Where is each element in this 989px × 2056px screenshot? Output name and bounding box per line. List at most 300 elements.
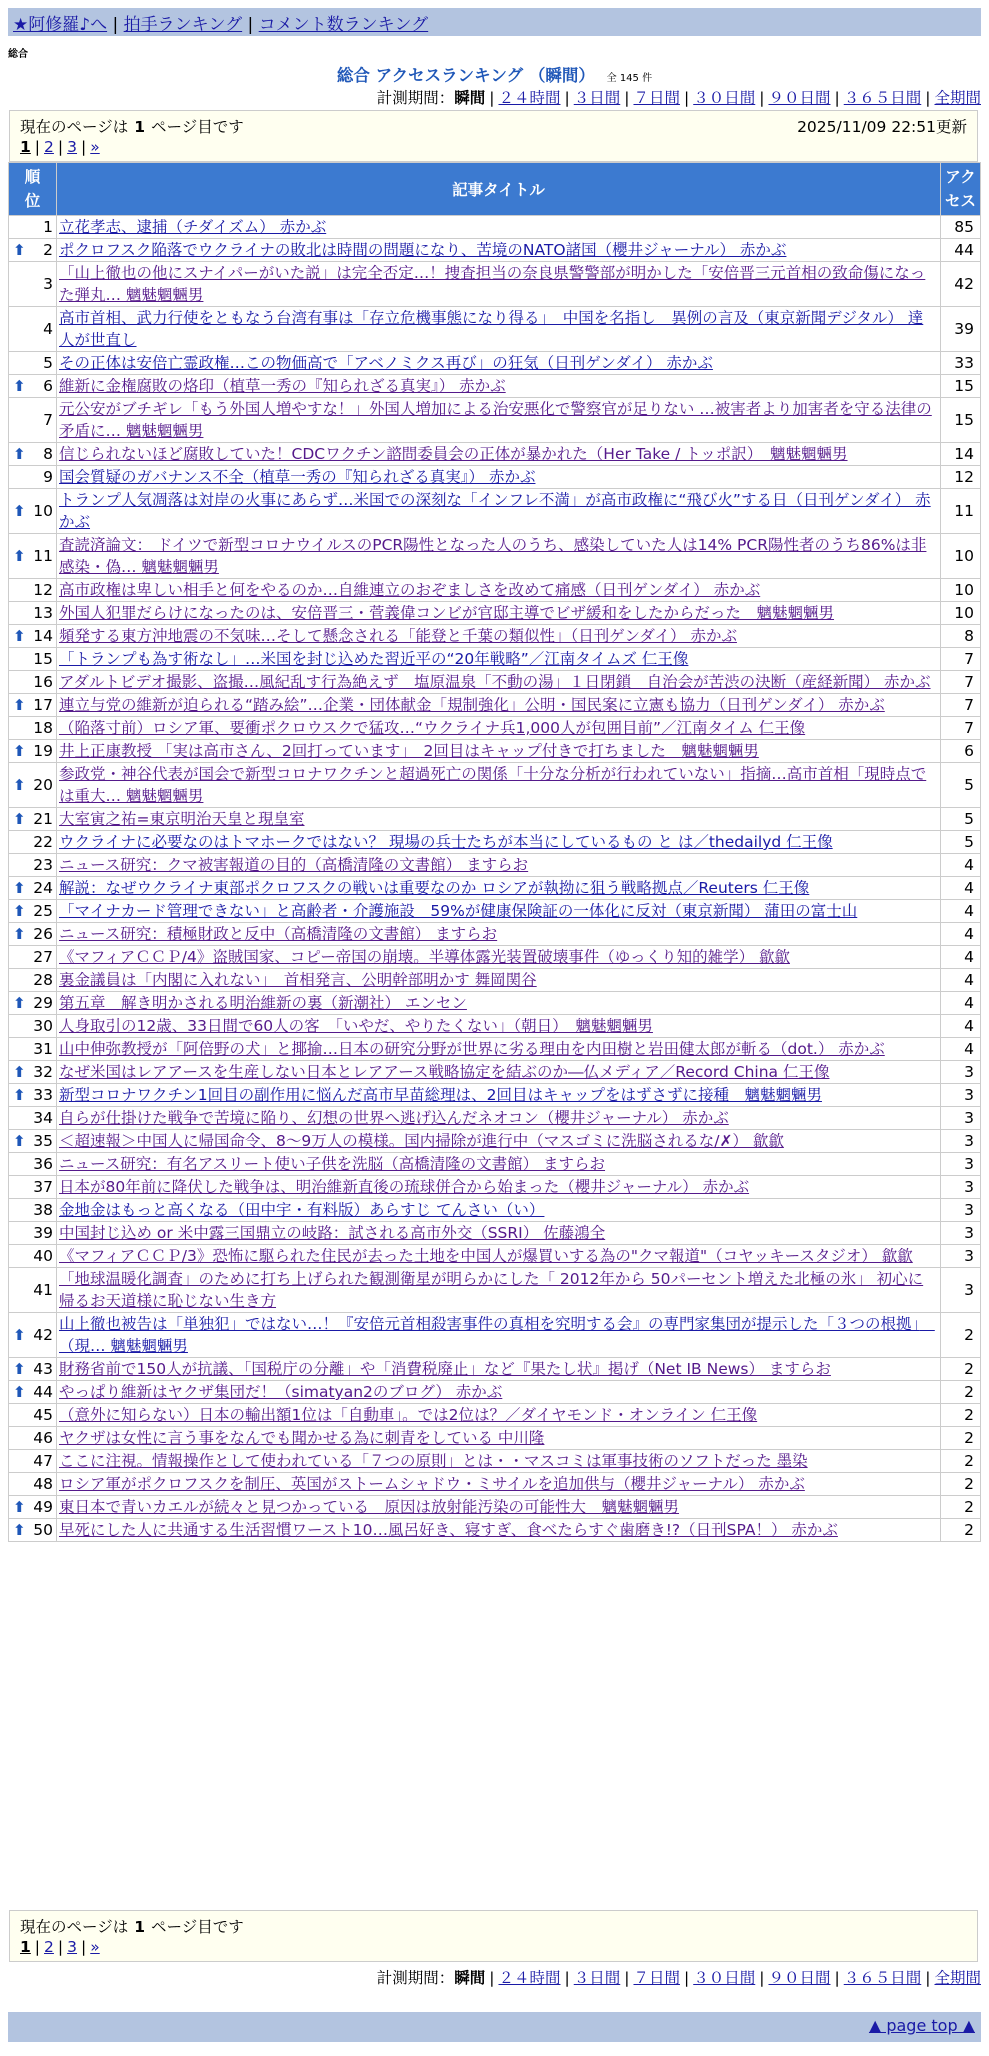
title-cell [57,1084,941,1107]
rank-number: 31 [33,1040,53,1058]
title-cell [57,398,941,443]
table-row [9,900,981,923]
rank-cell [9,602,57,625]
pager-current-page: 1 [20,138,31,156]
page-text-prefix: 現在のページは [20,118,129,136]
title-cell [57,625,941,648]
article-title-link[interactable]: 裏金議員は「内閣に入れない」 首相発言、公明幹部明かす 舞岡関谷 [59,971,537,989]
ranking-table [8,162,981,1542]
table-row [9,1473,981,1496]
page-number: 1 [134,1918,145,1936]
header-access: アクセス [941,163,981,216]
nav-link-asyura-home[interactable]: ★阿修羅♪へ [13,15,108,35]
page-text-suffix: ページ目です [151,118,244,136]
title-cell [57,1313,941,1358]
table-row [9,648,981,671]
rank-cell [9,1153,57,1176]
title-cell [57,1222,941,1245]
access-count-cell: 10 [941,534,981,579]
pager-next[interactable]: » [90,1938,100,1956]
rank-number: 24 [33,879,53,897]
rank-up-arrow-icon: ⬆ [13,1063,26,1081]
period-link-2-bottom[interactable]: ７日間 [633,1969,680,1987]
rank-cell [9,1450,57,1473]
table-row [9,1519,981,1542]
article-title-link[interactable]: 維新に金権腐敗の烙印（植草一秀の『知られざる真実』） 赤かぶ [59,377,506,395]
access-count-cell: 3 [941,1222,981,1245]
article-title-link[interactable]: 東日本で青いカエルが続々と見つかっている 原因は放射能汚染の可能性大 魑魅魍魎男 [59,1498,680,1516]
article-title-link[interactable]: 人身取引の12歳、33日間で60人の客 「いやだ、やりたくない」（朝日） 魑魅魍魎男 [59,1017,653,1035]
article-title-link[interactable]: ポクロフスク陥落でウクライナの敗北は時間の問題になり、苦境のNATO諸国（櫻井ジャーナル） 赤かぶ [59,241,787,259]
title-cell [57,969,941,992]
table-row [9,216,981,239]
rank-cell [9,466,57,489]
rank-cell [9,1199,57,1222]
ranking-table-body [9,216,981,1542]
rank-number: 25 [33,902,53,920]
access-count-cell: 15 [941,375,981,398]
pager-page-3[interactable]: 3 [67,1938,78,1956]
title-cell [57,1130,941,1153]
table-row [9,1038,981,1061]
rank-number: 6 [43,377,53,395]
pager-page-3[interactable]: 3 [67,138,78,156]
rank-number: 38 [33,1201,53,1219]
page-title-text: 総合 アクセスランキング （瞬間） [336,66,595,85]
period-link-5-top[interactable]: ３６５日間 [843,89,922,107]
rank-number: 35 [33,1132,53,1150]
pager-separator: | [34,1938,41,1956]
table-row [9,1427,981,1450]
access-count-cell: 2 [941,1496,981,1519]
period-link-0-bottom[interactable]: ２４時間 [498,1969,561,1987]
rank-up-arrow-icon: ⬆ [13,502,26,520]
bottom-bar [8,2012,981,2042]
rank-number: 46 [33,1429,53,1447]
title-cell [57,1015,941,1038]
table-row [9,946,981,969]
table-row [9,1222,981,1245]
pager-page-2[interactable]: 2 [44,138,54,156]
article-title-link[interactable]: 「マイナカード管理できない」と高齢者・介護施設 59%が健康保険証の一体化に反対（東京新聞） 蒲田の富士山 [59,902,858,920]
title-cell [57,763,941,808]
access-count-cell: 8 [941,625,981,648]
table-row [9,1084,981,1107]
rank-cell [9,352,57,375]
period-link-1-bottom[interactable]: ３日間 [573,1969,621,1987]
access-count-cell: 11 [941,489,981,534]
rank-number: 21 [33,810,53,828]
rank-up-arrow-icon: ⬆ [13,994,26,1012]
rank-number: 37 [33,1178,53,1196]
rank-cell [9,694,57,717]
period-separator: | [489,1969,495,1987]
article-title-link[interactable]: 外国人犯罪だらけになったのは、安倍晋三・菅義偉コンビが官邸主導でビザ緩和をしたからだった 魑魅魍魎男 [59,604,835,622]
nav-link-comment-ranking[interactable]: コメント数ランキング [258,15,429,35]
title-cell [57,992,941,1015]
article-title-link[interactable]: 査読済論文： ドイツで新型コロナウイルスのPCR陽性となった人のうち、感染していた人は14% PCR陽性者のうち86%は非感染・偽… 魑魅魍魎男 [59,536,927,576]
table-row [9,969,981,992]
article-title-link[interactable]: 井上正康教授 「実は高市さん、2回打っています」 2回目はキャップ付きで打ちました 魑魅魍魎男 [59,742,759,760]
rank-up-arrow-icon: ⬆ [13,925,26,943]
table-row [9,740,981,763]
article-title-link[interactable]: 国会質疑のガバナンス不全（植草一秀の『知られざる真実』） 赤かぶ [59,468,536,486]
rank-number: 33 [33,1086,53,1104]
title-cell [57,1268,941,1313]
access-count-cell: 4 [941,969,981,992]
rank-up-arrow-icon: ⬆ [13,445,26,463]
title-cell [57,489,941,534]
access-count-cell: 42 [941,262,981,307]
access-count-cell: 3 [941,1268,981,1313]
access-count-cell: 5 [941,763,981,808]
article-title-link[interactable]: トランプ人気凋落は対岸の火事にあらず…米国での深刻な「インフレ不満」が高市政権に“飛び火”する日（日刊ゲンダイ） 赤かぶ [59,491,931,531]
rank-cell [9,854,57,877]
rank-cell [9,1268,57,1313]
period-separator: | [684,89,690,107]
rank-number: 14 [33,627,53,645]
title-cell [57,671,941,694]
article-title-link[interactable]: 財務省前で150人が抗議、「国税庁の分離」や「消費税廃止」など『果たし状』掲げ（Net IB News） ますらお [59,1360,831,1378]
article-title-link[interactable]: （陥落寸前）ロシア軍、要衝ポクロウスクで猛攻…“ウクライナ兵1,000人が包囲目前”／江南タイム 仁王像 [59,719,806,737]
title-cell [57,307,941,352]
period-link-0-top[interactable]: ２４時間 [498,89,561,107]
title-cell [57,443,941,466]
table-row [9,877,981,900]
rank-number: 47 [33,1452,53,1470]
article-title-link[interactable]: 《マフィアＣＣＰ/4》盗賊国家、コピー帝国の崩壊。半導体露光装置破壊事件（ゆっくり知的雑学） 歙歙 [59,948,790,966]
rank-number: 45 [33,1406,53,1424]
article-title-link[interactable]: 山上徹也被告は「単独犯」ではない…！『安倍元首相殺害事件の真相を究明する会』の専門家集団が提示した「３つの根拠」 （現… 魑魅魍魎男 [59,1315,935,1355]
access-count-cell: 85 [941,216,981,239]
title-cell [57,1404,941,1427]
access-count-cell: 4 [941,854,981,877]
table-row [9,1381,981,1404]
table-row [9,1404,981,1427]
period-selector-bottom [377,1966,981,1988]
access-count-cell: 33 [941,352,981,375]
table-row [9,375,981,398]
article-title-link[interactable]: やっぱり維新はヤクザ集団だ！（simatyan2のブログ） 赤かぶ [59,1383,503,1401]
rank-up-arrow-icon: ⬆ [13,627,26,645]
rank-cell [9,1519,57,1542]
rank-cell [9,398,57,443]
title-cell [57,1199,941,1222]
title-cell [57,1496,941,1519]
table-row [9,671,981,694]
nav-link-applause-ranking[interactable]: 拍手ランキング [123,15,243,35]
rank-up-arrow-icon: ⬆ [13,547,26,565]
title-cell [57,1427,941,1450]
title-cell [57,694,941,717]
table-row [9,992,981,1015]
access-count-cell: 3 [941,1061,981,1084]
rank-number: 42 [33,1326,53,1344]
period-link-5-bottom[interactable]: ３６５日間 [843,1969,922,1987]
article-title-link[interactable]: 第五章 解き明かされる明治維新の裏（新潮社） エンセン [59,994,467,1012]
article-title-link[interactable]: 自らが仕掛けた戦争で苦境に陥り、幻想の世界へ逃げ込んだネオコン（櫻井ジャーナル） 赤かぶ [59,1109,729,1127]
period-separator: | [925,1969,931,1987]
table-row [9,307,981,352]
period-link-6-bottom[interactable]: 全期間 [934,1969,981,1987]
article-title-link[interactable]: その正体は安倍亡霊政権…この物価高で「アベノミクス再び」の狂気（日刊ゲンダイ） 赤かぶ [59,354,713,372]
access-count-cell: 2 [941,1473,981,1496]
table-row [9,398,981,443]
rank-cell [9,534,57,579]
article-title-link[interactable]: なぜ米国はレアアースを生産しない日本とレアアース戦略協定を結ぶのか―仏メディア／Record China 仁王像 [59,1063,830,1081]
period-label: 計測期間： [376,89,455,107]
rank-number: 50 [33,1521,53,1539]
table-row [9,694,981,717]
table-row [9,239,981,262]
article-title-link[interactable]: ＜超速報＞中国人に帰国命令、8～9万人の模様。国内掃除が進行中（マスゴミに洗脳されるな/✗） 歙歙 [59,1132,784,1150]
rank-cell [9,239,57,262]
table-row [9,923,981,946]
rank-cell [9,1313,57,1358]
pager-separator: | [57,1938,64,1956]
article-title-link[interactable]: 高市政権は卑しい相手と何をやるのか…自維連立のおぞましさを改めて痛感（日刊ゲンダイ） 赤かぶ [59,581,761,599]
current-page-text [20,1915,244,1938]
period-link-6-top[interactable]: 全期間 [934,89,981,107]
table-row [9,1176,981,1199]
article-title-link[interactable]: 元公安がブチギレ「もう外国人増やすな！」外国人増加による治安悪化で警察官が足りない …被害者より加害者を守る法律の矛盾に… 魑魅魍魎男 [59,400,932,440]
article-title-link[interactable]: 《マフィアＣＣＰ/3》恐怖に駆られた住民が去った土地を中国人が爆買いする為の"クマ報道"（コヤッキースタジオ） 歙歙 [59,1247,913,1265]
rank-up-arrow-icon: ⬆ [13,1132,26,1150]
rank-number: 10 [33,502,53,520]
title-cell [57,1245,941,1268]
access-count-cell: 7 [941,648,981,671]
rank-cell [9,740,57,763]
table-row [9,1015,981,1038]
access-count-cell: 7 [941,694,981,717]
rank-cell [9,992,57,1015]
title-cell [57,1153,941,1176]
article-title-link[interactable]: 解説：なぜウクライナ東部ポクロフスクの戦いは重要なのか ロシアが執拗に狙う戦略拠点／Reuters 仁王像 [59,879,810,897]
article-title-link[interactable]: ウクライナに必要なのはトマホークではない？ 現場の兵士たちが本当にしているもの と は／thedailyd 仁王像 [59,833,833,851]
rank-number: 9 [43,468,53,486]
rank-number: 5 [43,354,53,372]
title-cell [57,216,941,239]
rank-cell [9,307,57,352]
rank-cell [9,1404,57,1427]
page-title [8,62,981,86]
rank-number: 27 [33,948,53,966]
rank-number: 11 [33,547,53,565]
rank-number: 2 [43,241,53,259]
rank-up-arrow-icon: ⬆ [13,241,26,259]
pager-page-2[interactable]: 2 [44,1938,54,1956]
article-title-link[interactable]: ニュース研究：クマ被害報道の目的（高橋清隆の文書館） ますらお [59,856,529,874]
title-cell [57,648,941,671]
article-title-link[interactable]: ロシア軍がポクロフスクを制圧、英国がストームシャドウ・ミサイルを追加供与（櫻井ジャーナル） 赤かぶ [59,1475,805,1493]
page-number: 1 [134,118,145,136]
period-selector-top [377,86,981,108]
page-top-link[interactable]: ▲ page top ▲ [868,2016,975,2035]
category-label: 総合 [8,49,28,60]
rank-up-arrow-icon: ⬆ [13,696,26,714]
access-count-cell: 44 [941,239,981,262]
table-row [9,466,981,489]
table-row [9,1061,981,1084]
rank-cell [9,1176,57,1199]
table-row [9,625,981,648]
rank-cell [9,1381,57,1404]
table-row [9,1450,981,1473]
access-count-cell: 3 [941,1245,981,1268]
table-row [9,1107,981,1130]
table-row [9,1313,981,1358]
rank-up-arrow-icon: ⬆ [13,1383,26,1401]
rank-number: 17 [33,696,53,714]
table-row [9,1199,981,1222]
title-cell [57,808,941,831]
period-link-3-bottom[interactable]: ３０日間 [693,1969,756,1987]
rank-number: 49 [33,1498,53,1516]
period-separator: | [489,89,495,107]
table-row [9,602,981,625]
article-title-link[interactable]: 参政党・神谷代表が国会で新型コロナワクチンと超過死亡の関係「十分な分析が行われていない」指摘…高市首相「現時点では重大… 魑魅魍魎男 [59,765,927,805]
rank-cell [9,969,57,992]
rank-number: 13 [33,604,53,622]
rank-up-arrow-icon: ⬆ [13,377,26,395]
period-link-4-bottom[interactable]: ９０日間 [768,1969,831,1987]
period-link-2-top[interactable]: ７日間 [633,89,680,107]
table-row [9,1268,981,1313]
article-title-link[interactable]: 金地金はもっと高くなる（田中宇・有料版）あらすじ てんさい（い） [59,1201,545,1219]
rank-number: 41 [33,1281,53,1299]
total-count: 全 145 件 [606,73,653,84]
pager-separator: | [81,138,87,156]
pager-next[interactable]: » [90,138,100,156]
article-title-link[interactable]: 早死にした人に共通する生活習慣ワースト10…風呂好き、寝すぎ、食べたらすぐ歯磨き!?（日刊SPA！） 赤かぶ [59,1521,838,1539]
rank-cell [9,1358,57,1381]
table-row [9,489,981,534]
rank-up-arrow-icon: ⬆ [13,879,26,897]
period-separator: | [834,1969,840,1987]
table-row [9,1496,981,1519]
title-cell [57,1358,941,1381]
rank-cell [9,900,57,923]
rank-number: 29 [33,994,53,1012]
access-count-cell: 4 [941,992,981,1015]
article-title-link[interactable]: ニュース研究：積極財政と反中（高橋清隆の文書館） ますらお [59,925,498,943]
article-title-link[interactable]: 「トランプも為す術なし」…米国を封じ込めた習近平の“20年戦略”／江南タイムズ 仁王像 [59,650,689,668]
access-count-cell: 2 [941,1519,981,1542]
rank-cell [9,1038,57,1061]
rank-number: 15 [33,650,53,668]
rank-number: 18 [33,719,53,737]
page-text-prefix: 現在のページは [20,1918,129,1936]
access-count-cell: 39 [941,307,981,352]
page-info-row [20,115,967,138]
period-separator: | [564,1969,570,1987]
access-count-cell: 12 [941,466,981,489]
table-row [9,1358,981,1381]
article-title-link[interactable]: 信じられないほど腐敗していた！CDCワクチン諮問委員会の正体が暴かれた（Her Take / トッポ訳） 魑魅魍魎男 [59,445,848,463]
rank-number: 36 [33,1155,53,1173]
rank-up-arrow-icon: ⬆ [13,902,26,920]
title-cell [57,740,941,763]
article-title-link[interactable]: 「山上徹也の他にスナイパーがいた説」は完全否定…！捜査担当の奈良県警警部が明かした「安倍晋三元首相の致命傷になった弾丸… 魑魅魍魎男 [59,264,926,304]
article-title-link[interactable]: 高市首相、武力行使をともなう台湾有事は「存立危機事態になり得る」 中国を名指し 異例の言及（東京新聞デジタル） 達人が世直し [59,309,924,349]
article-title-link[interactable]: 連立与党の維新が迫られる“踏み絵”…企業・団体献金「規制強化」公明・国民案に立憲も協力（日刊ゲンダイ） 赤かぶ [59,696,885,714]
access-count-cell: 3 [941,1153,981,1176]
period-current: 瞬間 [454,89,486,107]
rank-number: 1 [43,218,53,236]
article-title-link[interactable]: 立花孝志、逮捕（チダイズム） 赤かぶ [59,218,327,236]
title-cell [57,854,941,877]
title-cell [57,717,941,740]
article-title-link[interactable]: 日本が80年前に降伏した戦争は、明治維新直後の琉球併合から始まった（櫻井ジャーナル） 赤かぶ [59,1178,750,1196]
rank-cell [9,216,57,239]
title-cell [57,1381,941,1404]
access-count-cell: 2 [941,1313,981,1358]
access-count-cell: 4 [941,900,981,923]
period-separator: | [834,89,840,107]
article-title-link[interactable]: 大室寅之祐=東京明治天皇と現皇室 [59,810,305,828]
access-count-cell: 2 [941,1450,981,1473]
period-link-1-top[interactable]: ３日間 [573,89,621,107]
page-info-bottom [9,1910,978,1962]
article-title-link[interactable]: アダルトビデオ撮影、盗撮…風紀乱す行為絶えず 塩原温泉「不動の湯」１日閉鎖 自治会が苦渋の決断（産経新聞） 赤かぶ [59,673,931,691]
rank-cell [9,1130,57,1153]
table-row [9,763,981,808]
article-title-link[interactable]: 山中伸弥教授が「阿倍野の犬」と揶揄…日本の研究分野が世界に劣る理由を内田樹と岩田健太郎が斬る（dot.） 赤かぶ [59,1040,885,1058]
rank-number: 26 [33,925,53,943]
period-link-3-top[interactable]: ３０日間 [693,89,756,107]
title-cell [57,352,941,375]
rank-cell [9,1427,57,1450]
title-cell [57,262,941,307]
current-page-text [20,115,244,138]
article-title-link[interactable]: ヤクザは女性に言う事をなんでも聞かせる為に刺青をしている 中川隆 [59,1429,545,1447]
table-row [9,443,981,466]
article-title-link[interactable]: 「地球温暖化調査」のために打ち上げられた観測衛星が明らかにした「 2012年から 50パーセント増えた北極の氷」 初心に帰るお天道様に恥じない生き方 [59,1270,924,1310]
access-count-cell: 4 [941,1015,981,1038]
rank-cell [9,625,57,648]
period-link-4-top[interactable]: ９０日間 [768,89,831,107]
table-row [9,1245,981,1268]
title-cell [57,1061,941,1084]
period-separator: | [564,89,570,107]
rank-cell [9,1245,57,1268]
article-title-link[interactable]: 頻発する東方沖地震の不気味…そして懸念される「能登と千葉の類似性」（日刊ゲンダイ） 赤かぶ [59,627,737,645]
title-cell [57,534,941,579]
title-cell [57,1473,941,1496]
article-title-link[interactable]: ニュース研究：有名アスリート使い子供を洗脳（高橋清隆の文書館） ますらお [59,1155,606,1173]
access-count-cell: 3 [941,1107,981,1130]
rank-up-arrow-icon: ⬆ [13,742,26,760]
article-title-link[interactable]: 中国封じ込め or 米中露三国鼎立の岐路：試される高市外交（SSRI） 佐藤鴻全 [59,1224,606,1242]
title-cell [57,1450,941,1473]
rank-number: 19 [33,742,53,760]
article-title-link[interactable]: 新型コロナワクチン1回目の副作用に悩んだ高市早苗総理は、2回目はキャップをはずさずに接種 魑魅魍魎男 [59,1086,822,1104]
title-cell [57,1038,941,1061]
rank-cell [9,717,57,740]
table-row [9,579,981,602]
article-title-link[interactable]: ここに注視。情報操作として使われている「７つの原則」とは・・マスコミは軍事技術のソフトだった 墨染 [59,1452,808,1470]
rank-cell [9,1107,57,1130]
access-count-cell: 5 [941,808,981,831]
article-title-link[interactable]: （意外に知らない）日本の輸出額1位は「自動車」。では2位は？／ダイヤモンド・オンライン 仁王像 [59,1406,758,1424]
rank-number: 7 [43,411,53,429]
period-separator: | [925,89,931,107]
rank-cell [9,877,57,900]
rank-number: 34 [33,1109,53,1127]
rank-up-arrow-icon: ⬆ [13,1086,26,1104]
period-label: 計測期間： [376,1969,455,1987]
pager-separator: | [34,138,41,156]
